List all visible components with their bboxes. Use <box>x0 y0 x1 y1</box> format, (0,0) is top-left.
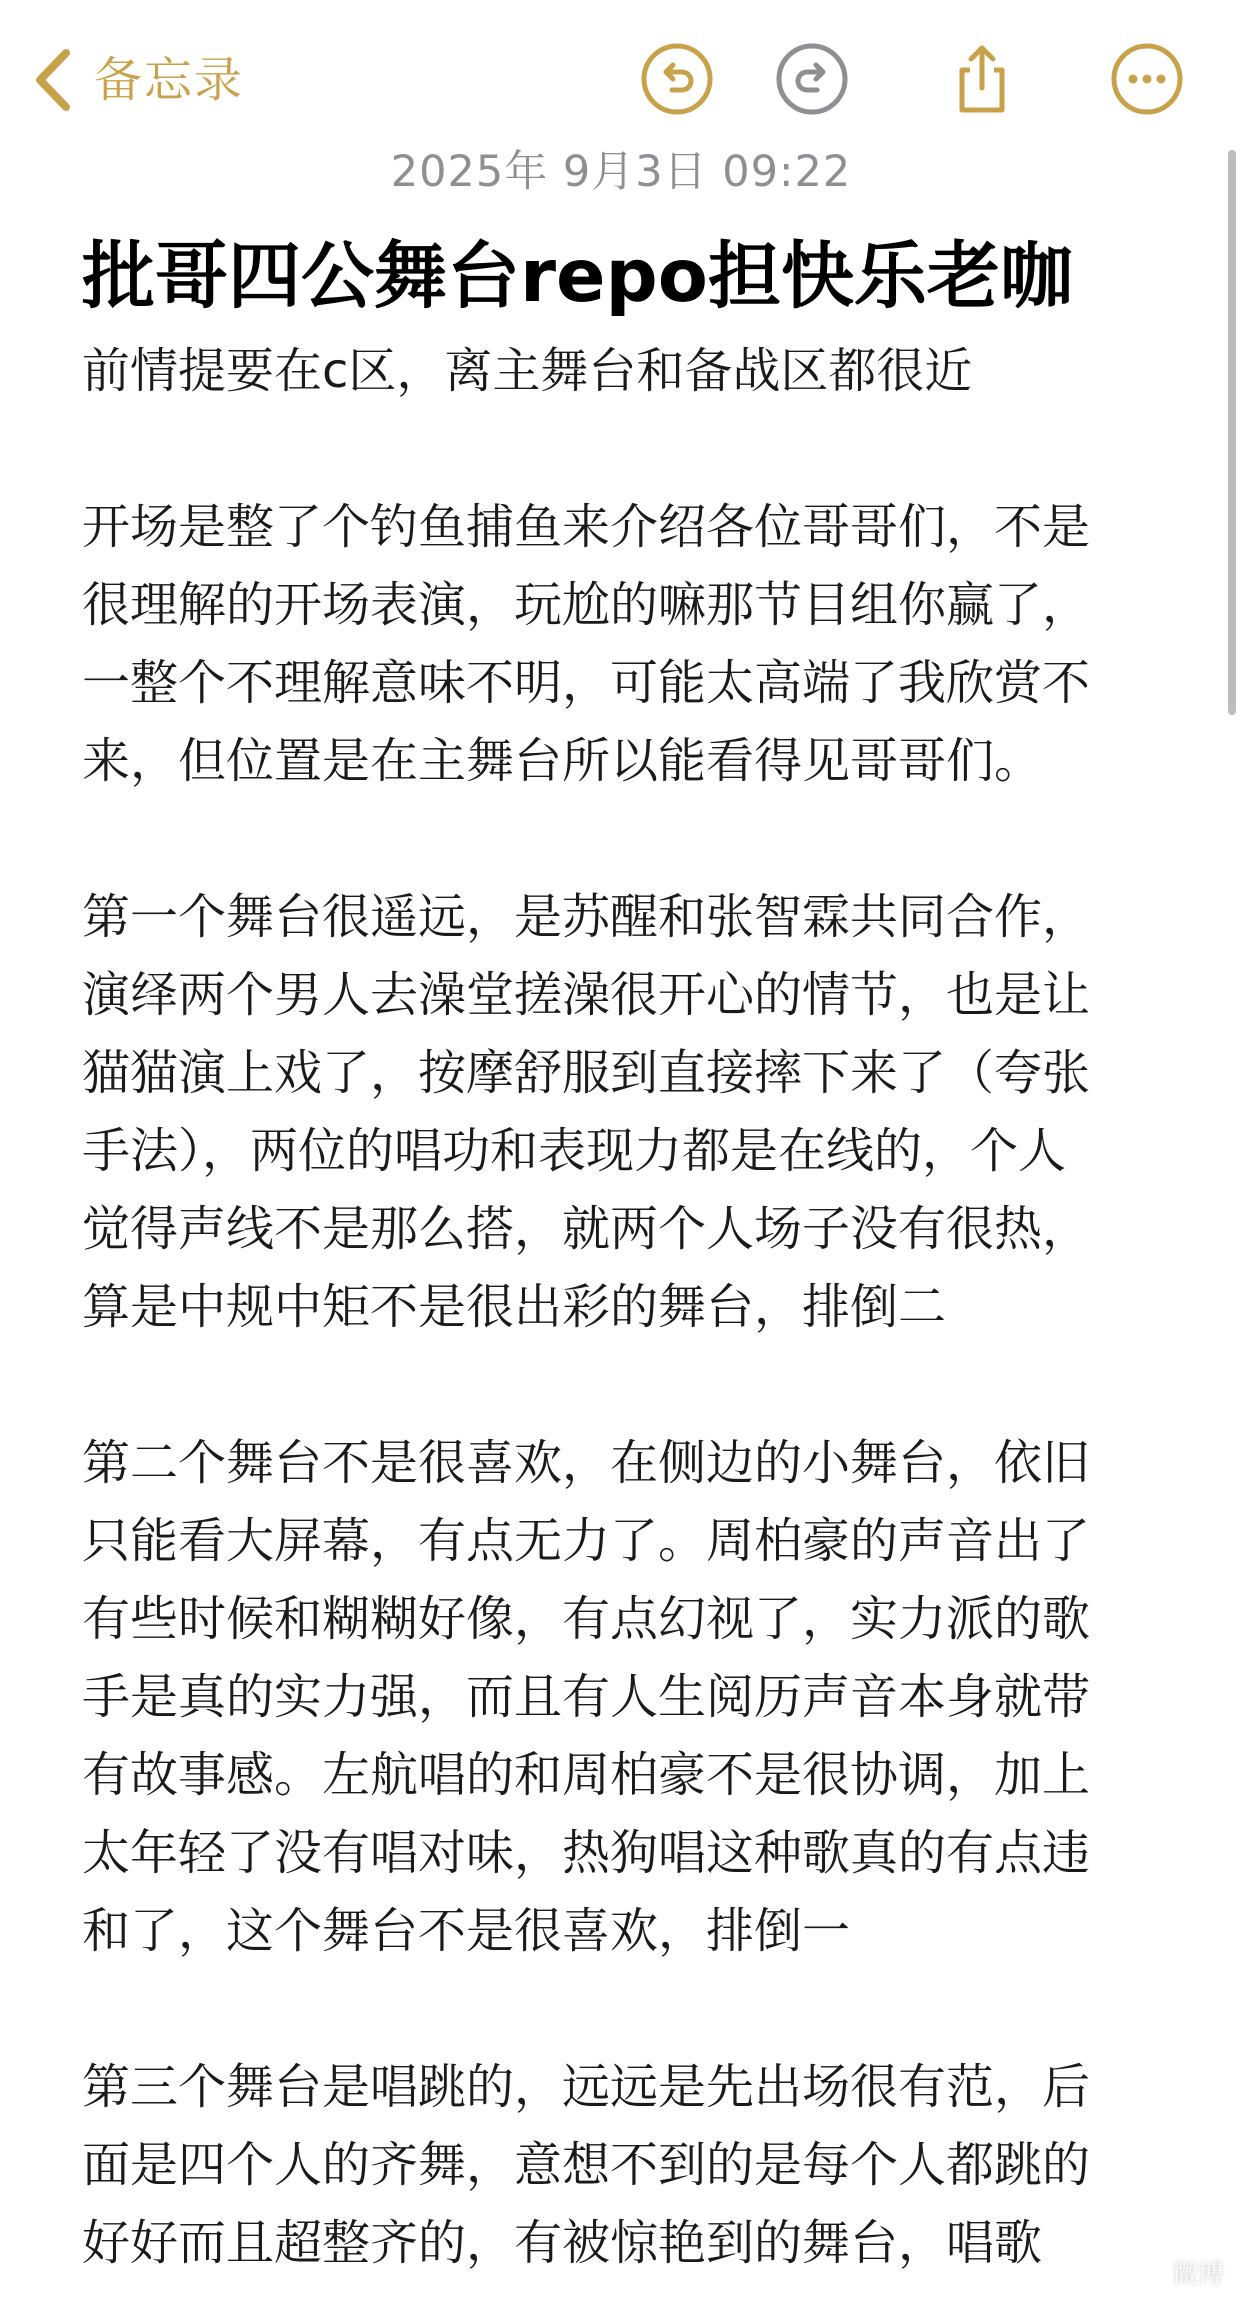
text-line: 来，但位置是在主舞台所以能看得见哥哥们。 <box>82 733 1043 789</box>
paragraph-2 <box>82 878 1162 1346</box>
paragraph-4 <box>82 2048 1162 2282</box>
watermark: 微博 <box>1171 2260 1224 2290</box>
toolbar <box>0 0 1242 150</box>
text-line: 太年轻了没有唱对味，热狗唱这种歌真的有点违 <box>82 1825 1091 1881</box>
ellipsis-icon <box>1110 42 1184 116</box>
note-intro: 前情提要在c区，离主舞台和备战区都很近 <box>82 343 973 399</box>
text-line: 很理解的开场表演，玩尬的嘛那节目组你赢了， <box>82 577 1091 633</box>
text-line: 演绎两个男人去澡堂搓澡很开心的情节，也是让 <box>82 967 1091 1023</box>
text-line: 开场是整了个钓鱼捕鱼来介绍各位哥哥们，不是 <box>82 499 1091 555</box>
text-line: 和了，这个舞台不是很喜欢，排倒一 <box>82 1903 851 1959</box>
paragraph-gap <box>82 410 1162 488</box>
text-line: 手是真的实力强，而且有人生阅历声音本身就带 <box>82 1669 1091 1725</box>
paragraph-1 <box>82 488 1162 800</box>
paragraph-3 <box>82 1424 1162 1970</box>
back-button[interactable] <box>30 45 244 115</box>
note-date: 2025年 9月3日 09:22 <box>390 147 852 197</box>
paragraph-gap <box>82 1970 1162 2048</box>
text-line: 有故事感。左航唱的和周柏豪不是很协调，加上 <box>82 1747 1091 1803</box>
back-label: 备忘录 <box>94 52 245 108</box>
text-line: 第三个舞台是唱跳的，远远是先出场很有范，后 <box>82 2059 1091 2115</box>
undo-button[interactable] <box>640 42 714 116</box>
text-line: 一整个不理解意味不明，可能太高端了我欣赏不 <box>82 655 1091 711</box>
share-button[interactable] <box>945 42 1019 116</box>
redo-icon <box>775 42 849 116</box>
text-line: 只能看大屏幕，有点无力了。周柏豪的声音出了 <box>82 1513 1091 1569</box>
redo-button[interactable] <box>775 42 849 116</box>
more-button[interactable] <box>1110 42 1184 116</box>
note-body[interactable] <box>82 222 1162 2282</box>
text-line: 好好而且超整齐的，有被惊艳到的舞台，唱歌 <box>82 2215 1043 2271</box>
share-icon <box>945 42 1019 116</box>
text-line: 猫猫演上戏了，按摩舒服到直接摔下来了（夸张 <box>82 1045 1091 1101</box>
text-line: 第二个舞台不是很喜欢，在侧边的小舞台，依旧 <box>82 1435 1091 1491</box>
text-line: 面是四个人的齐舞，意想不到的是每个人都跳的 <box>82 2137 1091 2193</box>
paragraph-gap <box>82 1346 1162 1424</box>
scrollbar[interactable] <box>1228 150 1236 715</box>
undo-icon <box>640 42 714 116</box>
text-line: 有些时候和糊糊好像，有点幻视了，实力派的歌 <box>82 1591 1091 1647</box>
text-line: 觉得声线不是那么搭，就两个人场子没有很热， <box>82 1201 1091 1257</box>
note-title: 批哥四公舞台repo担快乐老咖 <box>82 234 1073 319</box>
paragraph-gap <box>82 800 1162 878</box>
text-line: 第一个舞台很遥远，是苏醒和张智霖共同合作， <box>82 889 1091 945</box>
text-line: 手法），两位的唱功和表现力都是在线的，个人 <box>82 1123 1067 1179</box>
chevron-left-icon <box>30 45 76 115</box>
text-line: 算是中规中矩不是很出彩的舞台，排倒二 <box>82 1279 947 1335</box>
